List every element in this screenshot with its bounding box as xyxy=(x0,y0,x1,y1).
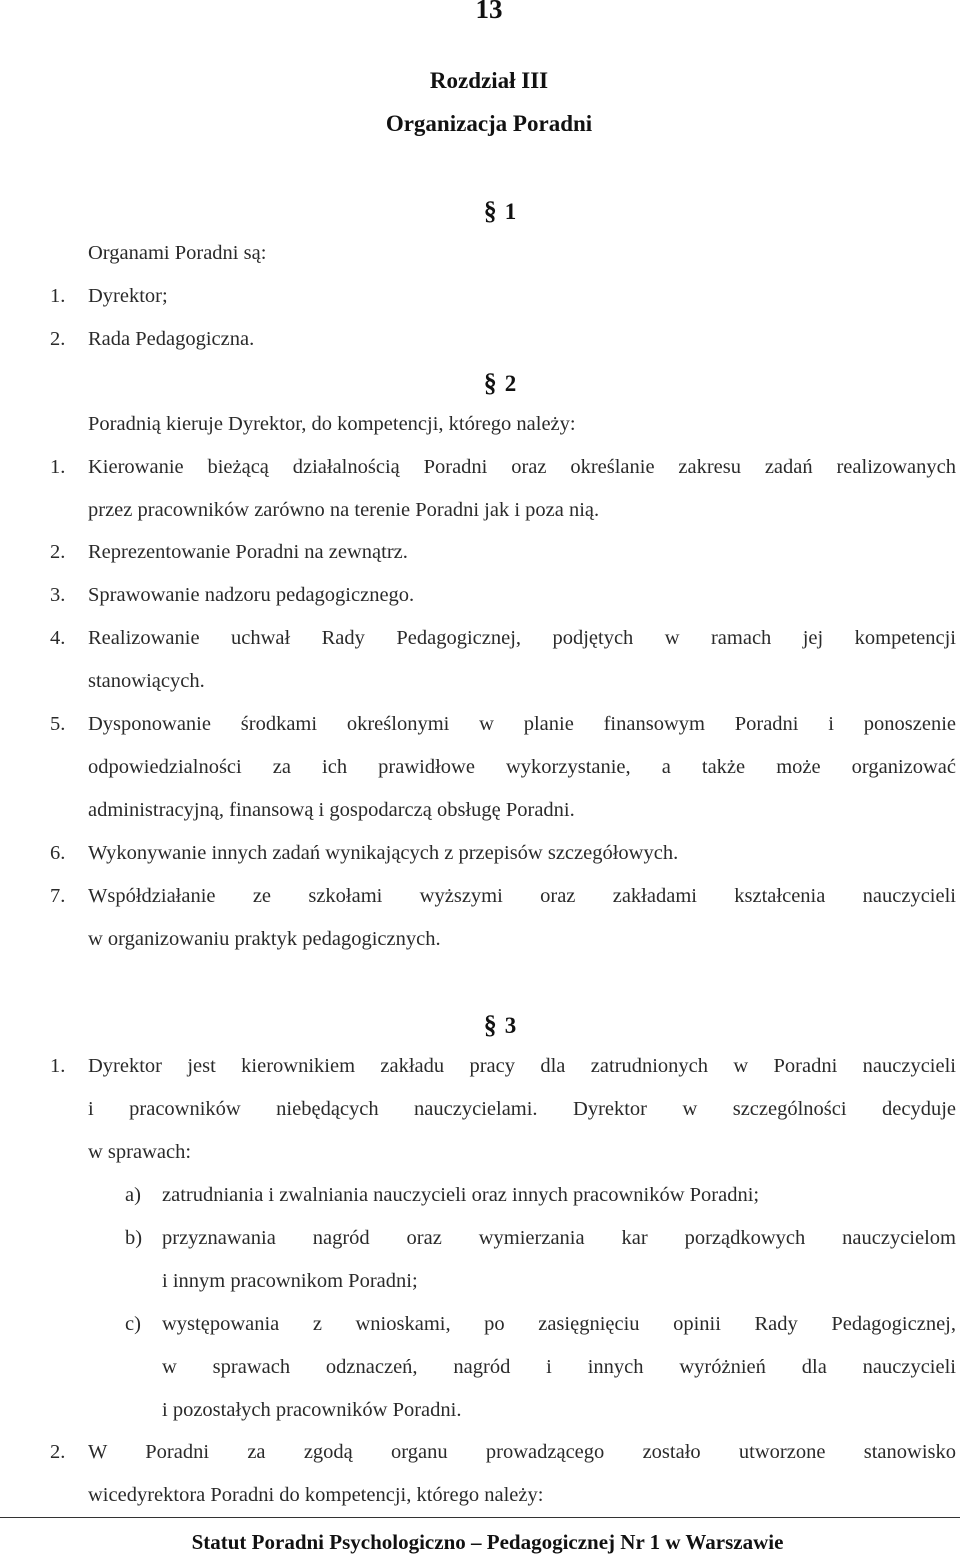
section-3-heading: § 3 xyxy=(483,1010,517,1039)
sub-list-text: występowania z wnioskami, po zasięgnięciu opinii Rady Pedagogicznej, xyxy=(162,1313,956,1335)
list-item-text: Reprezentowanie Poradni na zewnątrz. xyxy=(88,541,408,563)
list-item-text: i pracowników niebędących nauczycielami. Dyrektor w szczególności decyduje xyxy=(88,1098,956,1120)
list-item-text: Dyrektor jest kierownikiem zakładu pracy dla zatrudnionych w Poradni nauczycieli xyxy=(88,1055,956,1077)
sub-list-letter: a) xyxy=(125,1184,141,1206)
list-item-text: Rada Pedagogiczna. xyxy=(88,328,255,350)
list-item-text: Dysponowanie środkami określonymi w planie finansowym Poradni i ponoszenie xyxy=(88,713,956,735)
list-item-text: Wykonywanie innych zadań wynikających z przepisów szczegółowych. xyxy=(88,842,679,864)
list-item-text: odpowiedzialności za ich prawidłowe wykorzystanie, a także może organizować xyxy=(88,756,956,778)
list-item-text: Sprawowanie nadzoru pedagogicznego. xyxy=(88,584,415,606)
section-1-intro: Organami Poradni są: xyxy=(88,242,267,264)
list-item-text: stanowiących. xyxy=(88,670,205,692)
list-number: 4. xyxy=(50,627,66,649)
sub-list-letter: b) xyxy=(125,1227,143,1249)
list-number: 2. xyxy=(50,328,66,350)
list-number: 3. xyxy=(50,584,66,606)
list-item-text: w sprawach: xyxy=(88,1141,192,1163)
list-item-text: wicedyrektora Poradni do kompetencji, którego należy: xyxy=(88,1484,544,1506)
list-number: 1. xyxy=(50,1055,66,1077)
list-number: 5. xyxy=(50,713,66,735)
list-item-text: Realizowanie uchwał Rady Pedagogicznej, podjętych w ramach jej kompetencji xyxy=(88,627,956,649)
section-sign: § xyxy=(483,196,497,225)
list-item-text: Dyrektor; xyxy=(88,285,168,307)
page-number: 13 xyxy=(475,0,503,24)
sub-list-text: zatrudniania i zwalniania nauczycieli oraz innych pracowników Poradni; xyxy=(162,1184,760,1206)
list-number: 2. xyxy=(50,541,66,563)
section-2-intro: Poradnią kieruje Dyrektor, do kompetencji, którego należy: xyxy=(88,413,576,435)
sub-list-letter: c) xyxy=(125,1313,141,1335)
section-2-heading: § 2 xyxy=(483,368,517,397)
sub-list-text: w sprawach odznaczeń, nagród i innych wyróżnień dla nauczycieli xyxy=(162,1356,956,1378)
list-item-text: przez pracowników zarówno na terenie Poradni jak i poza nią. xyxy=(88,499,600,521)
chapter-title: Organizacja Poradni xyxy=(385,111,593,136)
list-item-text: Kierowanie bieżącą działalnością Poradni oraz określanie zakresu zadań realizowanych xyxy=(88,456,956,478)
page-footer: Statut Poradni Psychologiczno – Pedagogicznej Nr 1 w Warszawie xyxy=(191,1530,784,1554)
section-1-heading: § 1 xyxy=(483,196,517,225)
chapter-heading: Rozdział III xyxy=(429,68,549,93)
list-item-text: w organizowaniu praktyk pedagogicznych. xyxy=(88,928,441,950)
sub-list-text: i innym pracownikom Poradni; xyxy=(162,1270,418,1292)
list-number: 7. xyxy=(50,885,66,907)
footer-divider xyxy=(0,1517,960,1518)
list-item-text: administracyjną, finansową i gospodarczą obsługę Poradni. xyxy=(88,799,575,821)
list-number: 1. xyxy=(50,456,66,478)
list-number: 6. xyxy=(50,842,66,864)
list-item-text: W Poradni za zgodą organu prowadzącego zostało utworzone stanowisko xyxy=(88,1441,956,1463)
list-number: 2. xyxy=(50,1441,66,1463)
list-number: 1. xyxy=(50,285,66,307)
list-item-text: Współdziałanie ze szkołami wyższymi oraz zakładami kształcenia nauczycieli xyxy=(88,885,956,907)
sub-list-text: i pozostałych pracowników Poradni. xyxy=(162,1399,462,1421)
sub-list-text: przyznawania nagród oraz wymierzania kar porządkowych nauczycielom xyxy=(162,1227,956,1249)
